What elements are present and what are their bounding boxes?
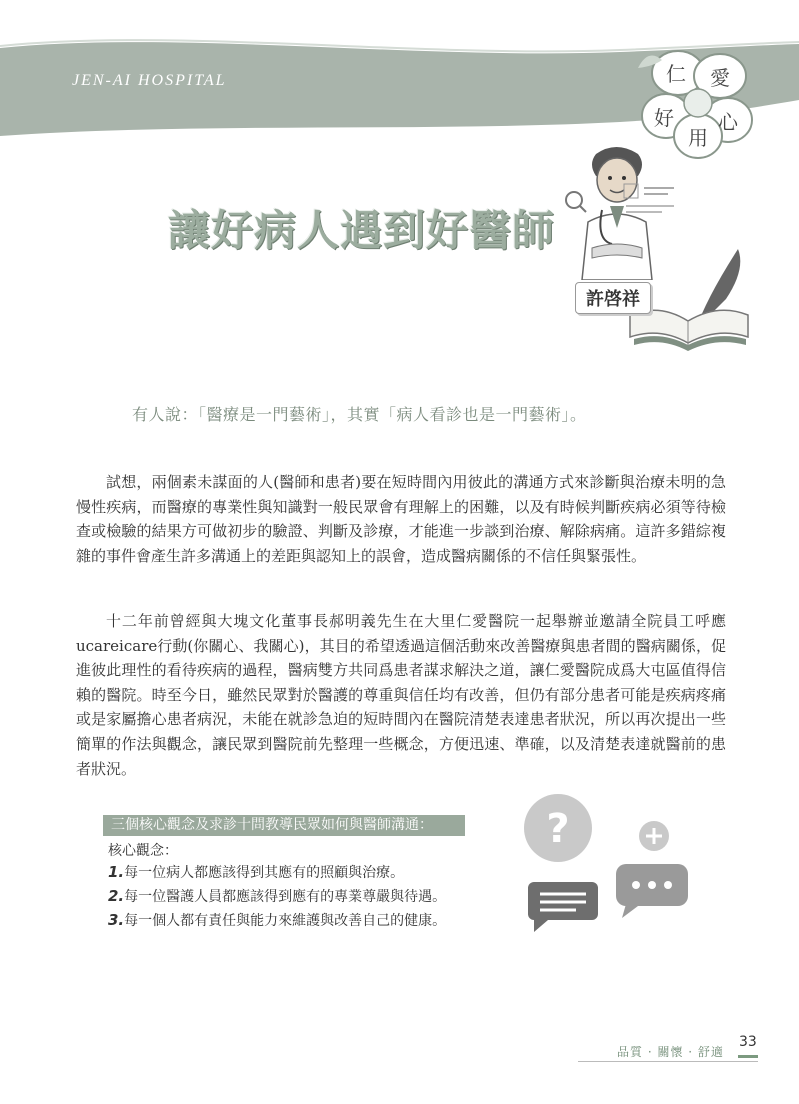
question-bubble-icon [524, 794, 592, 862]
list-item [108, 909, 446, 933]
page-number: 33 [739, 1034, 757, 1050]
plus-bubble-icon [639, 821, 669, 851]
list-number: 3. [108, 911, 125, 929]
hospital-name: JEN-AI HOSPITAL [72, 72, 227, 89]
core-list [108, 861, 446, 933]
body-paragraph: 試想，兩個素未謀面的人(醫師和患者)要在短時間內用彼此的溝通方式來診斷與治療未明的急慢性疾病，而醫療的專業性與知識對一般民眾會有理解上的困難，以及有時候判斷疾病必須等待檢查或檢驗的結果方可做初步的驗證、判斷及診療，才能進一步談到治療、解除病痛。這許多錯綜複雜的事件會產生許多溝通上的差距與認知上的誤會，造成醫病關係的不信任與緊張性。 [76, 473, 726, 565]
list-number: 1. [108, 863, 125, 881]
body-paragraph: 十二年前曾經與大塊文化董事長郝明義先生在大里仁愛醫院一起舉辦並邀請全院員工呼應ucareicare行動(你關心、我關心)，其目的希望透過這個活動來改善醫療與患者間的醫病關係，促進彼此理性的看待疾病的過程，醫病雙方共同爲患者謀求解決之道，讓仁愛醫院成爲大屯區值得信賴的醫院。時至今日，雖然民眾對於醫護的尊重與信任均有改善，但仍有部分患者可能是疾病疼痛或是家屬擔心患者病況，未能在就診急迫的短時間內在醫院清楚表達患者狀況，所以再次提出一些簡單的作法與觀念，讓民眾到醫院前先整理一些概念，方便迅速、準確，以及清楚表達就醫前的患者狀況。 [76, 612, 726, 778]
list-item [108, 885, 446, 909]
emblem-char: 仁 [666, 62, 686, 86]
emblem-char: 用 [688, 126, 708, 150]
list-item [108, 861, 446, 885]
list-text: 每一位醫護人員都應該得到應有的專業尊嚴與待遇。 [124, 889, 447, 905]
chat-bubble-icon [528, 882, 598, 932]
article-title: 讓好病人遇到好醫師 [168, 206, 556, 255]
emblem-char: 好 [654, 106, 674, 130]
author-name: 許啓祥 [575, 282, 651, 314]
lead-quote: 有人說：「醫療是一門藝術」，其實「病人看診也是一門藝術」。 [132, 405, 587, 424]
list-number: 2. [108, 887, 125, 905]
core-subtitle: 核心觀念： [108, 843, 178, 859]
footer-divider [578, 1061, 758, 1062]
medical-chart-icon [622, 182, 682, 222]
footer-accent [738, 1055, 758, 1058]
dots-bubble-icon [616, 864, 688, 918]
list-text: 每一位病人都應該得到其應有的照顧與治療。 [124, 865, 405, 881]
speech-bubbles-illustration [520, 790, 700, 940]
svg-text:?: ? [546, 806, 570, 852]
list-text: 每一個人都有責任與能力來維護與改善自己的健康。 [124, 913, 447, 929]
emblem-char: 愛 [710, 66, 730, 90]
core-section-heading: 三個核心觀念及求診十問教導民眾如何與醫師溝通： [103, 815, 465, 836]
footer-tagline: 品質 · 關懷 · 舒適 [617, 1045, 724, 1059]
emblem-char: 心 [718, 110, 738, 134]
